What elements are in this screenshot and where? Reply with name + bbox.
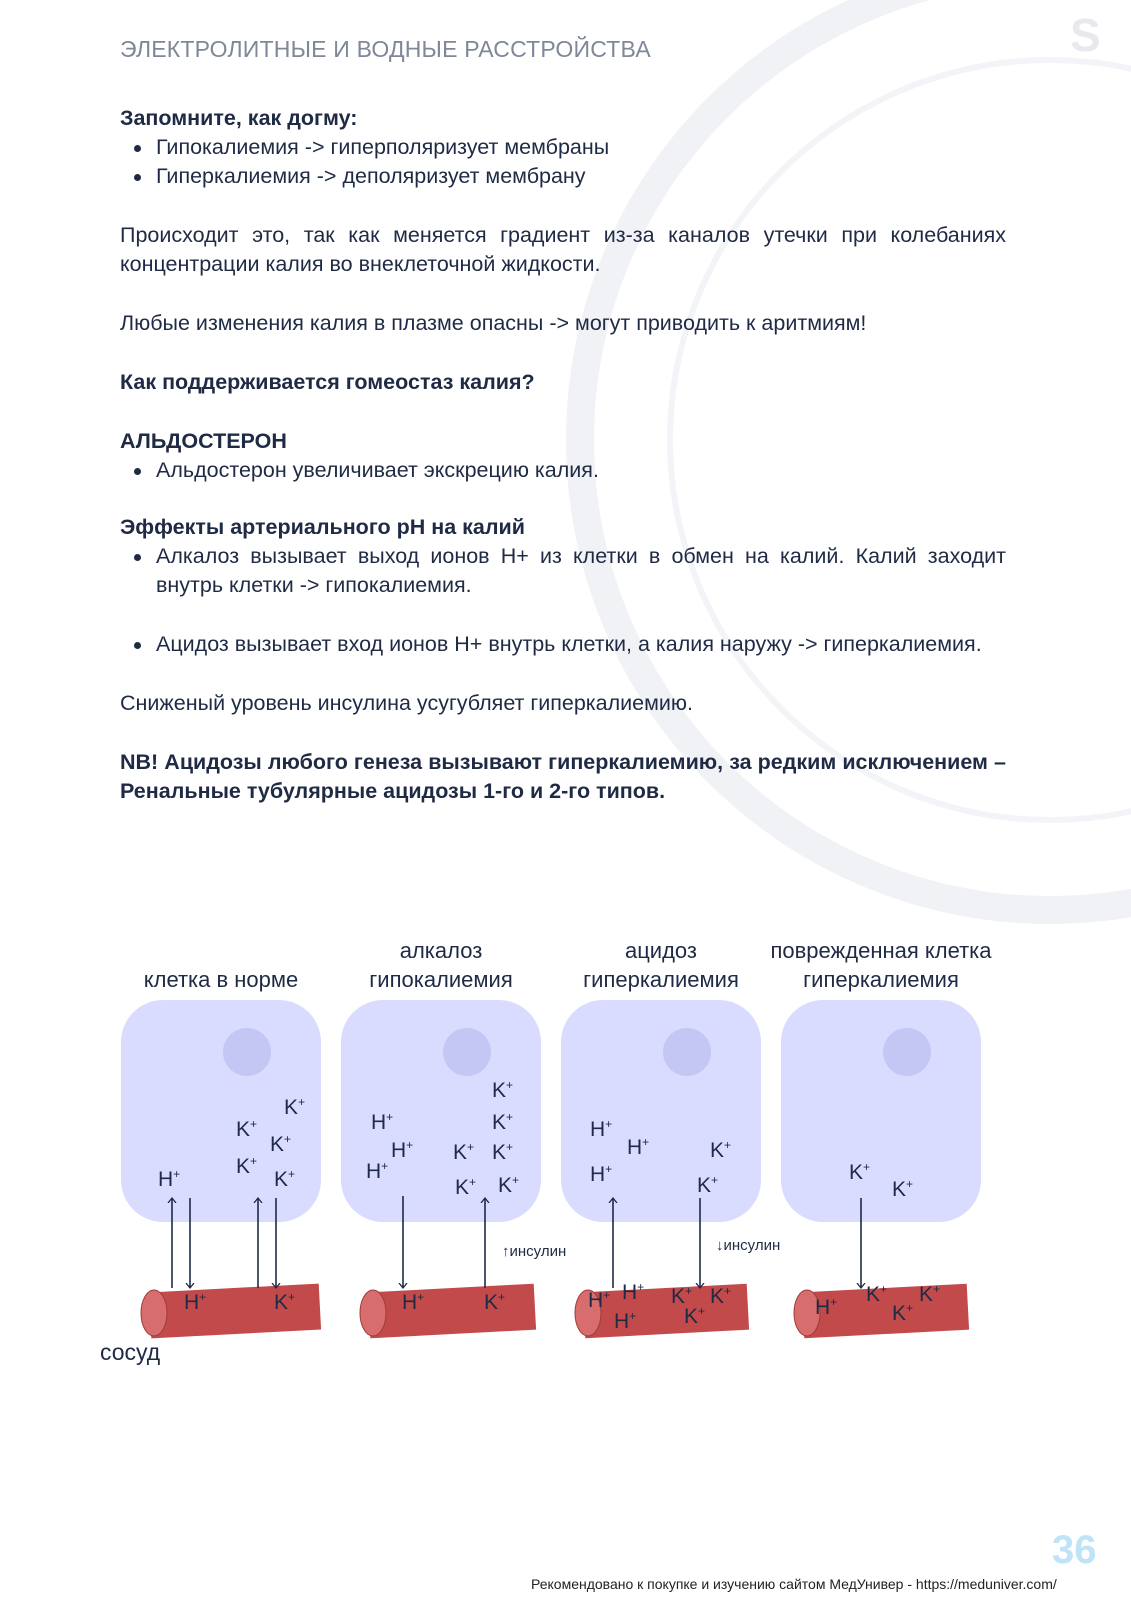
- insulin-up-label: ↑инсулин: [502, 1243, 567, 1260]
- k-ion-label: K+: [684, 1304, 706, 1328]
- homeostasis-question: Как поддерживается гомеостаз калия?: [120, 370, 535, 394]
- cell-body: [561, 1000, 761, 1222]
- insulin-down-label: ↓инсулин: [716, 1237, 781, 1254]
- h-ion-label: H+: [590, 1117, 613, 1141]
- cell-body: [781, 1000, 981, 1222]
- vessel-opening: [360, 1290, 386, 1336]
- k-ion-label: K+: [671, 1284, 693, 1308]
- cell-nucleus: [663, 1028, 711, 1076]
- footer-note: Рекомендовано к покупке и изучению сайтом МедУнивер - https://meduniver.com/: [531, 1576, 1057, 1592]
- k-ion-label: K+: [892, 1177, 914, 1201]
- list-item: Алкалоз вызывает выход ионов Н+ из клетки в обмен на калий. Калий заходит внутрь клетки -> гипокалиемия.: [120, 542, 1006, 600]
- panel-title-line2: гиперкалиемия: [583, 967, 739, 992]
- h-ion-label: H+: [627, 1135, 650, 1159]
- h-ion-label: H+: [815, 1295, 838, 1319]
- vessel-label: сосуд: [100, 1339, 161, 1365]
- k-ion-label: K+: [892, 1301, 914, 1325]
- h-ion-label: H+: [614, 1309, 637, 1333]
- panel-title-line1: алкалоз: [399, 938, 483, 963]
- k-ion-label: K+: [492, 1140, 514, 1164]
- h-ion-label: H+: [366, 1159, 389, 1183]
- memo-heading: Запомните, как догму:: [120, 106, 358, 130]
- cell-nucleus: [223, 1028, 271, 1076]
- cell-nucleus: [883, 1028, 931, 1076]
- danger-paragraph: Любые изменения калия в плазме опасны -> могут приводить к аритмиям!: [120, 311, 867, 335]
- k-ion-label: K+: [492, 1110, 514, 1134]
- insulin-paragraph: Сниженый уровень инсулина усугубляет гиперкалиемию.: [120, 691, 694, 715]
- k-ion-label: K+: [710, 1284, 732, 1308]
- aldosterone-heading: АЛЬДОСТЕРОН: [120, 429, 287, 453]
- ph-effects-heading: Эффекты артериального pH на калий: [120, 515, 525, 539]
- panel-title-line1: поврежденная клетка: [770, 938, 992, 963]
- h-ion-label: H+: [590, 1162, 613, 1186]
- page-header: ЭЛЕКТРОЛИТНЫЕ И ВОДНЫЕ РАССТРОЙСТВА: [120, 36, 651, 62]
- h-ion-label: H+: [588, 1288, 611, 1312]
- list-item: Гиперкалиемия -> деполяризует мембрану: [120, 162, 1006, 191]
- k-ion-label: K+: [492, 1078, 514, 1102]
- page-number: 36: [1052, 1528, 1097, 1572]
- h-ion-label: H+: [371, 1110, 394, 1134]
- gradient-paragraph: Происходит это, так как меняется градиент из-за каналов утечки при колебаниях концентрации калия во внеклеточной жидкости.: [120, 223, 1006, 276]
- list-item: Ацидоз вызывает вход ионов Н+ внутрь клетки, а калия наружу -> гиперкалиемия.: [120, 630, 1006, 659]
- brand-logo: S: [1070, 9, 1101, 61]
- k-ion-label: K+: [484, 1290, 506, 1314]
- h-ion-label: H+: [158, 1167, 181, 1191]
- k-ion-label: K+: [455, 1175, 477, 1199]
- vessel-opening: [141, 1290, 167, 1336]
- k-ion-label: K+: [284, 1095, 306, 1119]
- h-ion-label: H+: [622, 1280, 645, 1304]
- nb-paragraph: NB! Ацидозы любого генеза вызывают гиперкалиемию, за редким исключением – Ренальные тубулярные ацидозы 1-го и 2-го типов.: [120, 750, 1006, 803]
- blood-vessel: [368, 1284, 536, 1339]
- k-ion-label: K+: [919, 1282, 941, 1306]
- list-item: Гипокалиемия -> гиперполяризует мембраны: [120, 133, 1006, 162]
- h-ion-label: H+: [184, 1290, 207, 1314]
- panel-title-line2: клетка в норме: [143, 967, 299, 992]
- list-item: Альдостерон увеличивает экскрецию калия.: [120, 456, 1006, 485]
- k-ion-label: K+: [849, 1160, 871, 1184]
- k-ion-label: K+: [274, 1290, 296, 1314]
- k-ion-label: K+: [498, 1173, 520, 1197]
- k-ion-label: K+: [274, 1167, 296, 1191]
- panel-title-line1: ацидоз: [624, 938, 698, 963]
- panel-title-line2: гипокалиемия: [369, 967, 513, 992]
- panel-title-line2: гиперкалиемия: [803, 967, 959, 992]
- h-ion-label: H+: [391, 1138, 414, 1162]
- blood-vessel: [149, 1284, 321, 1339]
- cell-nucleus: [443, 1028, 491, 1076]
- h-ion-label: H+: [402, 1290, 425, 1314]
- k-ion-label: K+: [866, 1282, 888, 1306]
- k-ion-label: K+: [236, 1154, 258, 1178]
- k-ion-label: K+: [236, 1117, 258, 1141]
- k-ion-label: K+: [697, 1173, 719, 1197]
- k-ion-label: K+: [270, 1132, 292, 1156]
- k-ion-label: K+: [710, 1138, 732, 1162]
- k-ion-label: K+: [453, 1140, 475, 1164]
